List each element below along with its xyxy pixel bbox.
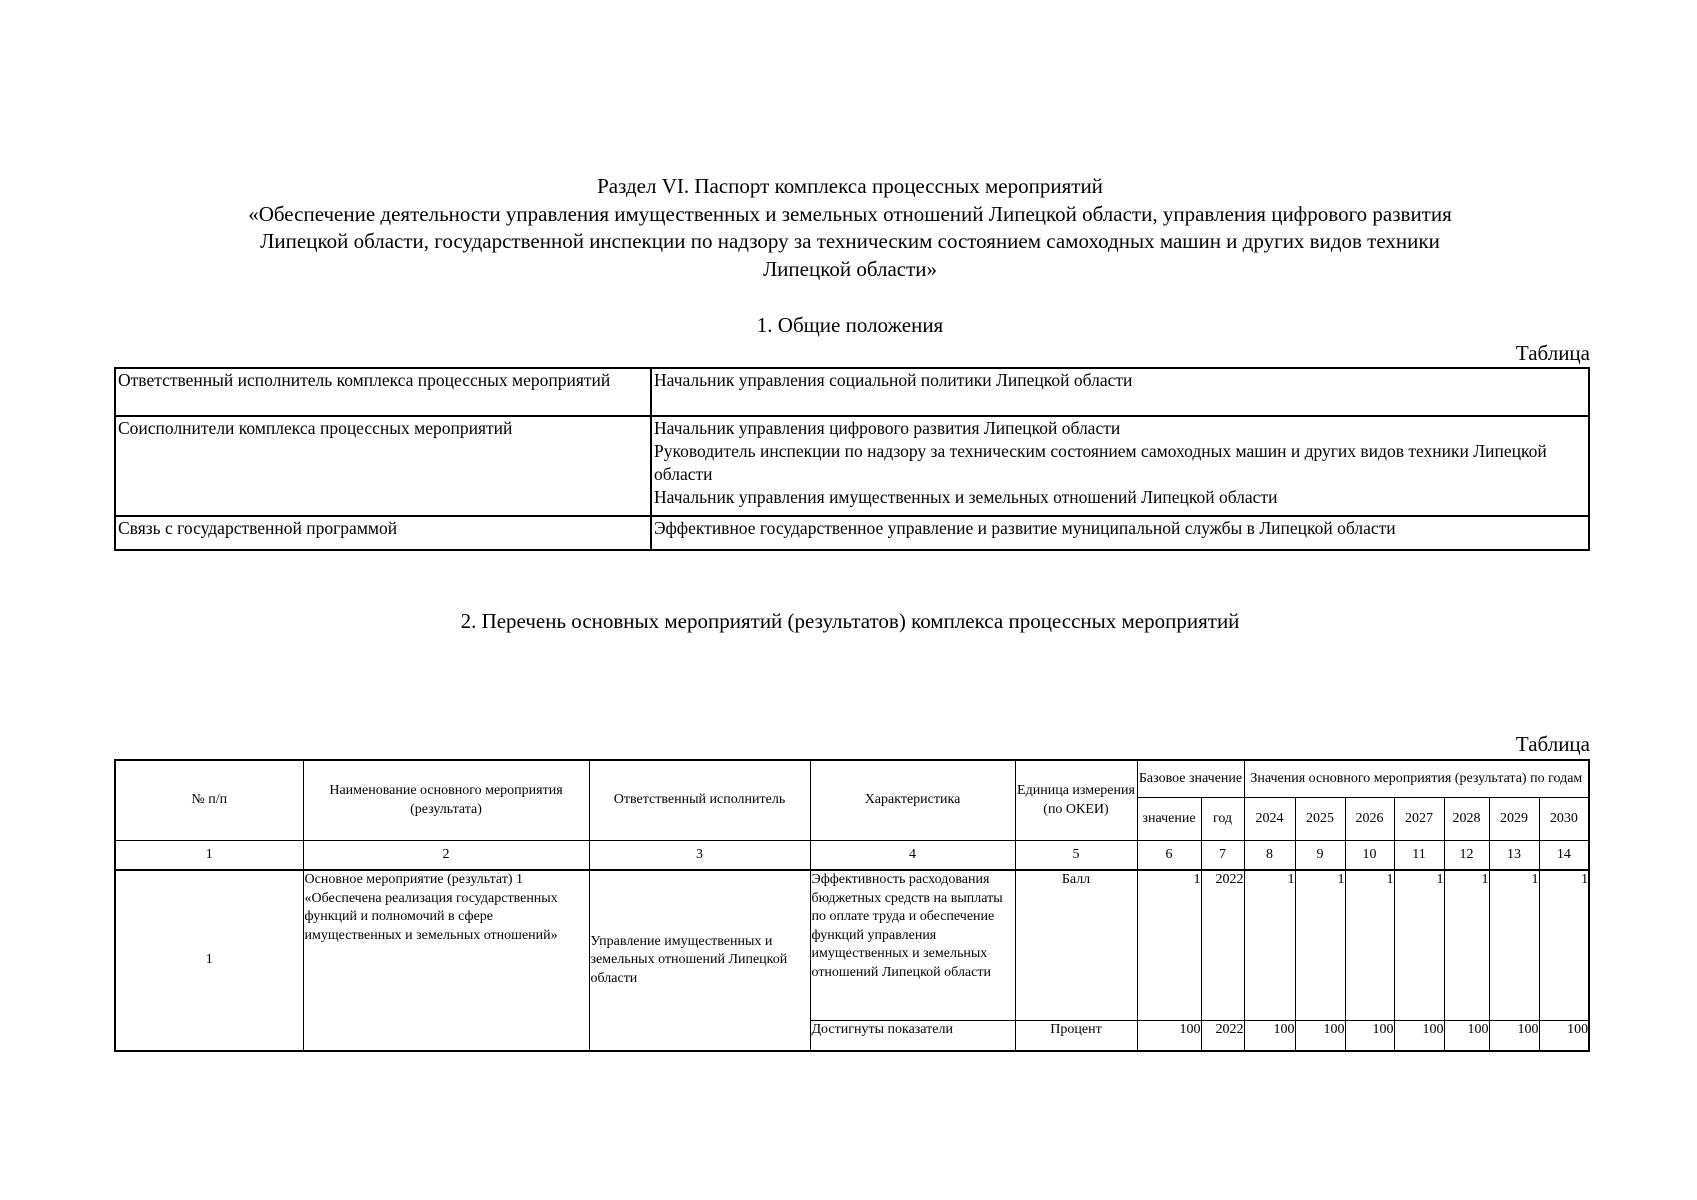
main-measures-table bbox=[114, 759, 1590, 1052]
row-value-line: Начальник управления социальной политики Липецкой области bbox=[654, 370, 1133, 390]
header-base: Базовое значение bbox=[1137, 760, 1244, 798]
row-value bbox=[651, 516, 1589, 550]
indicator-year-value: 100 bbox=[1345, 1021, 1394, 1052]
header-year: 2030 bbox=[1539, 798, 1589, 841]
column-number: 11 bbox=[1394, 841, 1444, 871]
indicator-year-value: 100 bbox=[1539, 1021, 1589, 1052]
indicator-year-value: 100 bbox=[1295, 1021, 1345, 1052]
general-provisions-table bbox=[114, 367, 1590, 551]
indicator-year-value: 1 bbox=[1539, 870, 1589, 1021]
row-label: Связь с государственной программой bbox=[115, 516, 651, 550]
header-unit: Единица измерения (по ОКЕИ) bbox=[1015, 760, 1137, 841]
indicator-year-value: 1 bbox=[1295, 870, 1345, 1021]
table-row bbox=[115, 870, 1589, 1021]
indicator-year-value: 100 bbox=[1489, 1021, 1539, 1052]
header-characteristic: Характеристика bbox=[810, 760, 1015, 841]
heading-line-3: Липецкой области, государственной инспекции по надзору за техническим состоянием самоходных машин и других видов техники bbox=[260, 229, 1440, 253]
indicator-year-value: 1 bbox=[1345, 870, 1394, 1021]
column-number: 9 bbox=[1295, 841, 1345, 871]
column-number-row bbox=[115, 841, 1589, 871]
column-number: 3 bbox=[589, 841, 810, 871]
header-row bbox=[115, 760, 1589, 798]
column-number: 14 bbox=[1539, 841, 1589, 871]
header-base-value: значение bbox=[1137, 798, 1201, 841]
table-2-label: Таблица bbox=[1515, 732, 1590, 756]
indicator-year-value: 1 bbox=[1489, 870, 1539, 1021]
header-values-by-year: Значения основного мероприятия (результата) по годам bbox=[1244, 760, 1589, 798]
table-1-label: Таблица bbox=[1515, 341, 1590, 365]
section-2-title: 2. Перечень основных мероприятий (результатов) комплекса процессных мероприятий bbox=[460, 609, 1240, 633]
indicator-year-value: 1 bbox=[1394, 870, 1444, 1021]
indicator-year-value: 100 bbox=[1244, 1021, 1295, 1052]
indicator-year-value: 1 bbox=[1244, 870, 1295, 1021]
indicator-unit: Процент bbox=[1015, 1021, 1137, 1052]
measure-num: 1 bbox=[115, 870, 303, 1051]
indicator-base-year: 2022 bbox=[1201, 1021, 1244, 1052]
header-executor: Ответственный исполнитель bbox=[589, 760, 810, 841]
header-year: 2026 bbox=[1345, 798, 1394, 841]
indicator-characteristic: Эффективность расходования бюджетных средств на выплаты по оплате труда и обеспечение функций управления имущественных и земельных отношений Липецкой области bbox=[810, 870, 1015, 1021]
row-value bbox=[651, 368, 1589, 416]
header-year: 2027 bbox=[1394, 798, 1444, 841]
header-num: № п/п bbox=[115, 760, 303, 841]
heading-line-4: Липецкой области» bbox=[762, 256, 938, 281]
indicator-base-year: 2022 bbox=[1201, 870, 1244, 1021]
header-year: 2025 bbox=[1295, 798, 1345, 841]
header-year: 2028 bbox=[1444, 798, 1489, 841]
header-year: 2029 bbox=[1489, 798, 1539, 841]
indicator-characteristic: Достигнуты показатели bbox=[810, 1021, 1015, 1052]
column-number: 10 bbox=[1345, 841, 1394, 871]
row-value-line: Руководитель инспекции по надзору за техническим состоянием самоходных машин и других видов техники Липецкой области bbox=[654, 441, 1547, 484]
column-number: 1 bbox=[115, 841, 303, 871]
row-label: Ответственный исполнитель комплекса процессных мероприятий bbox=[115, 368, 651, 416]
section-1-title: 1. Общие положения bbox=[756, 313, 944, 337]
row-value-line: Начальник управления цифрового развития Липецкой области bbox=[654, 418, 1121, 438]
indicator-unit: Балл bbox=[1015, 870, 1137, 1021]
measure-executor: Управление имущественных и земельных отношений Липецкой области bbox=[589, 870, 810, 1051]
heading-line-1: Раздел VI. Паспорт комплекса процессных мероприятий bbox=[597, 174, 1103, 198]
indicator-base-value: 1 bbox=[1137, 870, 1201, 1021]
column-number: 4 bbox=[810, 841, 1015, 871]
column-number: 13 bbox=[1489, 841, 1539, 871]
heading-line-2: «Обеспечение деятельности управления имущественных и земельных отношений Липецкой области, управления цифрового развития bbox=[248, 201, 1452, 226]
indicator-year-value: 100 bbox=[1444, 1021, 1489, 1052]
measure-name: Основное мероприятие (результат) 1 «Обеспечена реализация государственных функций и полномочий в сфере имущественных и земельных отношений» bbox=[303, 870, 589, 1051]
row-value-line: Эффективное государственное управление и развитие муниципальной службы в Липецкой области bbox=[654, 518, 1396, 538]
table-row bbox=[115, 368, 1589, 416]
table-row bbox=[115, 416, 1589, 516]
column-number: 7 bbox=[1201, 841, 1244, 871]
column-number: 6 bbox=[1137, 841, 1201, 871]
indicator-base-value: 100 bbox=[1137, 1021, 1201, 1052]
column-number: 8 bbox=[1244, 841, 1295, 871]
column-number: 2 bbox=[303, 841, 589, 871]
table-row bbox=[115, 516, 1589, 550]
column-number: 5 bbox=[1015, 841, 1137, 871]
indicator-year-value: 1 bbox=[1444, 870, 1489, 1021]
header-year: 2024 bbox=[1244, 798, 1295, 841]
row-value-line: Начальник управления имущественных и земельных отношений Липецкой области bbox=[654, 487, 1278, 507]
row-label: Соисполнители комплекса процессных мероприятий bbox=[115, 416, 651, 516]
row-value bbox=[651, 416, 1589, 516]
column-number: 12 bbox=[1444, 841, 1489, 871]
header-name: Наименование основного мероприятия (результата) bbox=[303, 760, 589, 841]
header-base-year: год bbox=[1201, 798, 1244, 841]
document-heading bbox=[110, 173, 1590, 283]
indicator-year-value: 100 bbox=[1394, 1021, 1444, 1052]
